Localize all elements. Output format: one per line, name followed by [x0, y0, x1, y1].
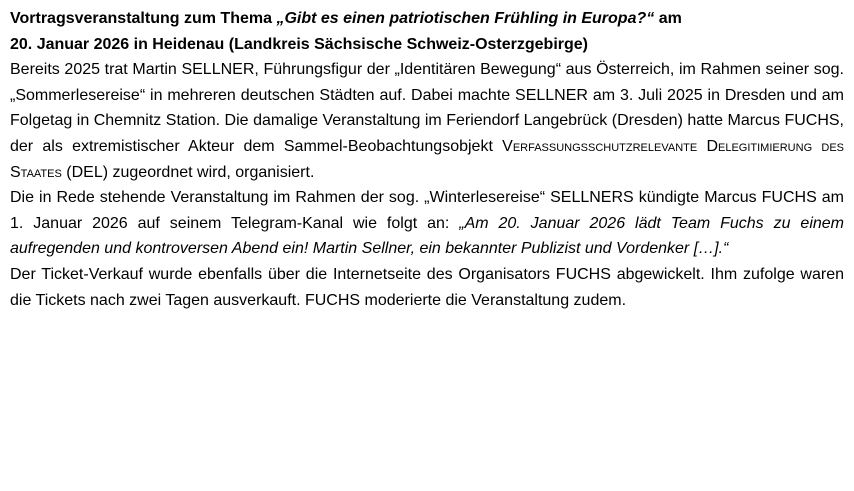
- paragraph-1-small-caps: Verfassungsschutzrelevante Delegitimierung des Staates: [10, 137, 844, 181]
- heading-suffix: am: [654, 10, 682, 27]
- paragraph-2: [10, 185, 844, 262]
- heading-line-2: 20. Januar 2026 in Heidenau (Landkreis Sächsische Schweiz-Osterzgebirge): [10, 35, 588, 53]
- paragraph-2-quote: „Am 20. Januar 2026 lädt Team Fuchs zu einem aufregenden und kontroversen Abend ein! Martin Sellner, ein bekannter Publizist und Vordenker […].“: [10, 214, 844, 258]
- paragraph-3: Der Ticket-Verkauf wurde ebenfalls über die Internetseite des Organisators FUCHS abgewickelt. Ihm zufolge waren die Tickets nach zwei Tagen ausverkauft. FUCHS moderierte die Veranstaltung zudem.: [10, 265, 844, 309]
- heading-line-1: [10, 6, 844, 32]
- section-heading: [10, 6, 844, 57]
- paragraph-1-text-before: Bereits 2025 trat Martin SELLNER, Führungsfigur der „Identitären Bewegung“ aus Österreich, im Rahmen seiner sog. „Sommerlesereise“ in mehreren deutschen Städten auf. Dabei machte SELLNER am 3. Juli 2025 in Dresden und am Folgetag in Chemnitz Station. Die damalige Veranstaltung im Feriendorf Langebrück (Dresden) hatte Marcus FUCHS, der als extremistischer Akteur dem Sammel-Beobachtungsobjekt: [10, 61, 844, 155]
- heading-prefix: Vortragsveranstaltung zum Thema: [10, 10, 277, 27]
- paragraph-2-text-before: Die in Rede stehende Veranstaltung im Rahmen der sog. „Winterlesereise“ SELLNERS kündigte Marcus FUCHS am 1. Januar 2026 auf seinem Telegram-Kanal wie folgt an:: [10, 189, 844, 232]
- heading-event-title: „Gibt es einen patriotischen Frühling in Europa?“: [276, 10, 655, 27]
- paragraph-1-text-after: (DEL) zugeordnet wird, organisiert.: [61, 163, 315, 181]
- paragraph-1: [10, 57, 844, 185]
